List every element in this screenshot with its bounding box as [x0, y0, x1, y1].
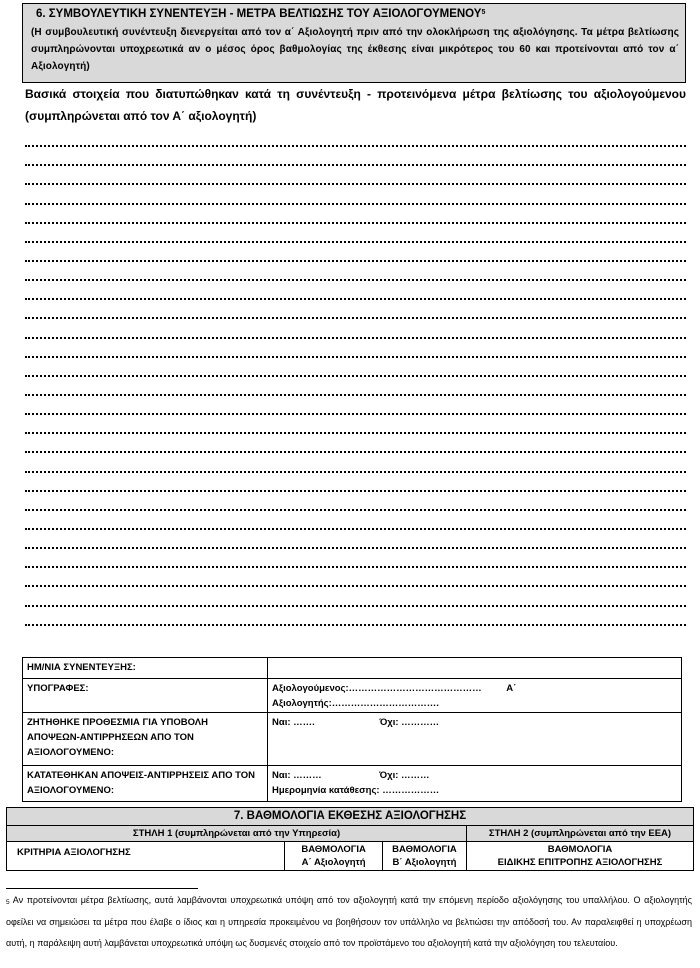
- dotted-line[interactable]: [22, 323, 686, 342]
- dotted-line[interactable]: [22, 228, 686, 247]
- dotted-line[interactable]: [22, 553, 686, 572]
- footnote-text: Αν προτείνονται μέτρα βελτίωσης, αυτά λαμβάνονται υποχρεωτικά υπόψη από τον αξιολογητή κατά την επόμενη περίοδο αξιολόγησης του υπαλλήλου. Ο αξιολογητής οφείλει να σημειώσει τα μέτρα που έλαβε ο ίδιος και η υπηρεσία προκειμένου να βοηθήσουν τον υπάλληλο να βελτιώσει την απόδοσή του. Αν παραλειφθεί η υποχρέωση αυτή, η παράλειψη αυτή λαμβάνεται υποχρεωτικά υπόψη ως δυσμενές στοιχείο από τον προϊστάμενο του αξιολογητή κατά την αξιολόγηση του τελευταίου.: [6, 895, 692, 948]
- submitted-question-line: ΑΞΙΟΛΟΓΟΥΜΕΝΟ:: [27, 785, 115, 796]
- dotted-line[interactable]: [22, 419, 686, 438]
- score-evaluator-b-line1: ΒΑΘΜΟΛΟΓΙΑ: [392, 844, 457, 855]
- dotted-line[interactable]: [22, 477, 686, 496]
- deadline-row: [23, 713, 682, 766]
- deadline-no-option[interactable]: Όχι: …………: [379, 717, 440, 728]
- evaluee-signature[interactable]: Αξιολογούμενος:……………………………………: [272, 683, 482, 694]
- dotted-line[interactable]: [22, 285, 686, 304]
- section6-title-text: 6. ΣΥΜΒΟΥΛΕΥΤΙΚΗ ΣΥΝΕΝΤΕΥΞΗ - ΜΕΤΡΑ ΒΕΛΤΙΩΣΗΣ ΤΟΥ ΑΞΙΟΛΟΓΟΥΜΕΝΟΥ: [36, 8, 482, 20]
- section6-header-box: [22, 3, 686, 83]
- column2-header: ΣΤΗΛΗ 2 (συμπληρώνεται από την ΕΕΑ): [467, 826, 694, 842]
- score-committee-line1: ΒΑΘΜΟΛΟΓΙΑ: [547, 844, 613, 855]
- deadline-question-line: ΖΗΤΗΘΗΚΕ ΠΡΟΘΕΣΜΙΑ ΓΙΑ ΥΠΟΒΟΛΗ: [27, 717, 208, 728]
- section7-columns-row: [7, 826, 694, 842]
- column1-header: ΣΤΗΛΗ 1 (συμπληρώνεται από την Υπηρεσία): [7, 826, 467, 842]
- dotted-line[interactable]: [22, 457, 686, 476]
- dotted-line[interactable]: [22, 151, 686, 170]
- score-evaluator-a-line2: Α΄ Αξιολογητή: [301, 857, 366, 868]
- section7-title-row: [7, 808, 694, 826]
- submitted-question: [23, 766, 268, 802]
- date-value-cell[interactable]: [268, 658, 682, 679]
- evaluator-a-signature[interactable]: Α΄ Αξιολογητής:…………………………….: [272, 683, 517, 709]
- dotted-line[interactable]: [22, 362, 686, 381]
- interview-info-table: [22, 657, 682, 802]
- footnote-ref-5: 5: [481, 9, 486, 16]
- dotted-line[interactable]: [22, 591, 686, 610]
- dotted-line[interactable]: [22, 496, 686, 515]
- submitted-row: [23, 766, 682, 802]
- dotted-line[interactable]: [22, 515, 686, 534]
- section7-subheader-row: [7, 842, 694, 871]
- date-label: ΗΜ/ΝΙΑ ΣΥΝΕΝΤΕΥΞΗΣ:: [23, 658, 268, 679]
- score-committee-header: [467, 842, 694, 871]
- signatures-cell: [268, 679, 682, 713]
- submitted-yes-option[interactable]: Ναι: ………: [272, 770, 322, 781]
- footnote-number: 5: [6, 899, 10, 906]
- criteria-header: ΚΡΙΤΗΡΙΑ ΑΞΙΟΛΟΓΗΣΗΣ: [7, 842, 285, 871]
- dotted-line[interactable]: [22, 189, 686, 208]
- deadline-question-line: ΑΠΟΨΕΩΝ-ΑΝΤΙΡΡΗΣΕΩΝ ΑΠΟ ΤΟΝ: [27, 732, 194, 743]
- submitted-answer-cell: [268, 766, 682, 802]
- signatures-row: [23, 679, 682, 713]
- dotted-line[interactable]: [22, 611, 686, 630]
- score-committee-line2: ΕΙΔΙΚΗΣ ΕΠΙΤΡΟΠΗΣ ΑΞΙΟΛΟΓΗΣΗΣ: [497, 857, 663, 868]
- dotted-line[interactable]: [22, 572, 686, 591]
- deadline-question-line: ΑΞΙΟΛΟΓΟΥΜΕΝΟ:: [27, 747, 115, 758]
- submitted-no-option[interactable]: Όχι: ………: [379, 770, 430, 781]
- date-row: [23, 658, 682, 679]
- dotted-line[interactable]: [22, 381, 686, 400]
- dotted-line[interactable]: [22, 438, 686, 457]
- deadline-question: [23, 713, 268, 766]
- submitted-question-line: ΚΑΤΑΤΕΘΗΚΑΝ ΑΠΟΨΕΙΣ-ΑΝΤΙΡΡΗΣΕΙΣ ΑΠΟ ΤΟΝ: [27, 770, 255, 781]
- dotted-line[interactable]: [22, 170, 686, 189]
- dotted-line[interactable]: [22, 209, 686, 228]
- section6-note: (Η συμβουλευτική συνέντευξη διενεργείται από τον α΄ Αξιολογητή πριν από την ολοκλήρωση της αξιολόγησης. Τα μέτρα βελτίωσης συμπληρώνονται υποχρεωτικά αν ο μέσος όρος βαθμολογίας της έκθεσης είναι μικρότερος του 60 και προτείνονται από τον α΄ Αξιολογητή): [31, 27, 679, 72]
- dotted-line[interactable]: [22, 534, 686, 553]
- section6-title: [31, 7, 679, 22]
- basic-elements-heading: Βασικά στοιχεία που διατυπώθηκαν κατά τη συνέντευξη - προτεινόμενα μέτρα βελτίωσης του αξιολογούμενου (συμπληρώνεται από τον Α΄ αξιολογητή): [25, 87, 686, 123]
- dotted-line[interactable]: [22, 400, 686, 419]
- dotted-line[interactable]: [22, 304, 686, 323]
- deadline-yes-option[interactable]: Ναι: …….: [272, 717, 315, 728]
- signatures-label: ΥΠΟΓΡΑΦΕΣ:: [23, 679, 268, 713]
- footnote-divider: [6, 888, 198, 889]
- dotted-line[interactable]: [22, 266, 686, 285]
- score-evaluator-b-header: [382, 842, 466, 871]
- score-evaluator-a-header: [285, 842, 383, 871]
- filing-date-field[interactable]: Ημερομηνία κατάθεσης: ………………: [272, 785, 440, 796]
- submitted-options: [272, 768, 677, 783]
- dotted-line[interactable]: [22, 132, 686, 151]
- score-evaluator-b-line2: Β΄ Αξιολογητή: [392, 857, 457, 868]
- dotted-line[interactable]: [22, 247, 686, 266]
- dotted-writing-area[interactable]: [22, 132, 686, 630]
- deadline-answer-cell: [268, 713, 682, 766]
- score-evaluator-a-line1: ΒΑΘΜΟΛΟΓΙΑ: [301, 844, 366, 855]
- section7-title: 7. ΒΑΘΜΟΛΟΓΙΑ ΕΚΘΕΣΗΣ ΑΞΙΟΛΟΓΗΣΗΣ: [7, 808, 694, 826]
- dotted-line[interactable]: [22, 343, 686, 362]
- section7-score-table: [6, 807, 694, 871]
- footnote-5: [6, 890, 692, 955]
